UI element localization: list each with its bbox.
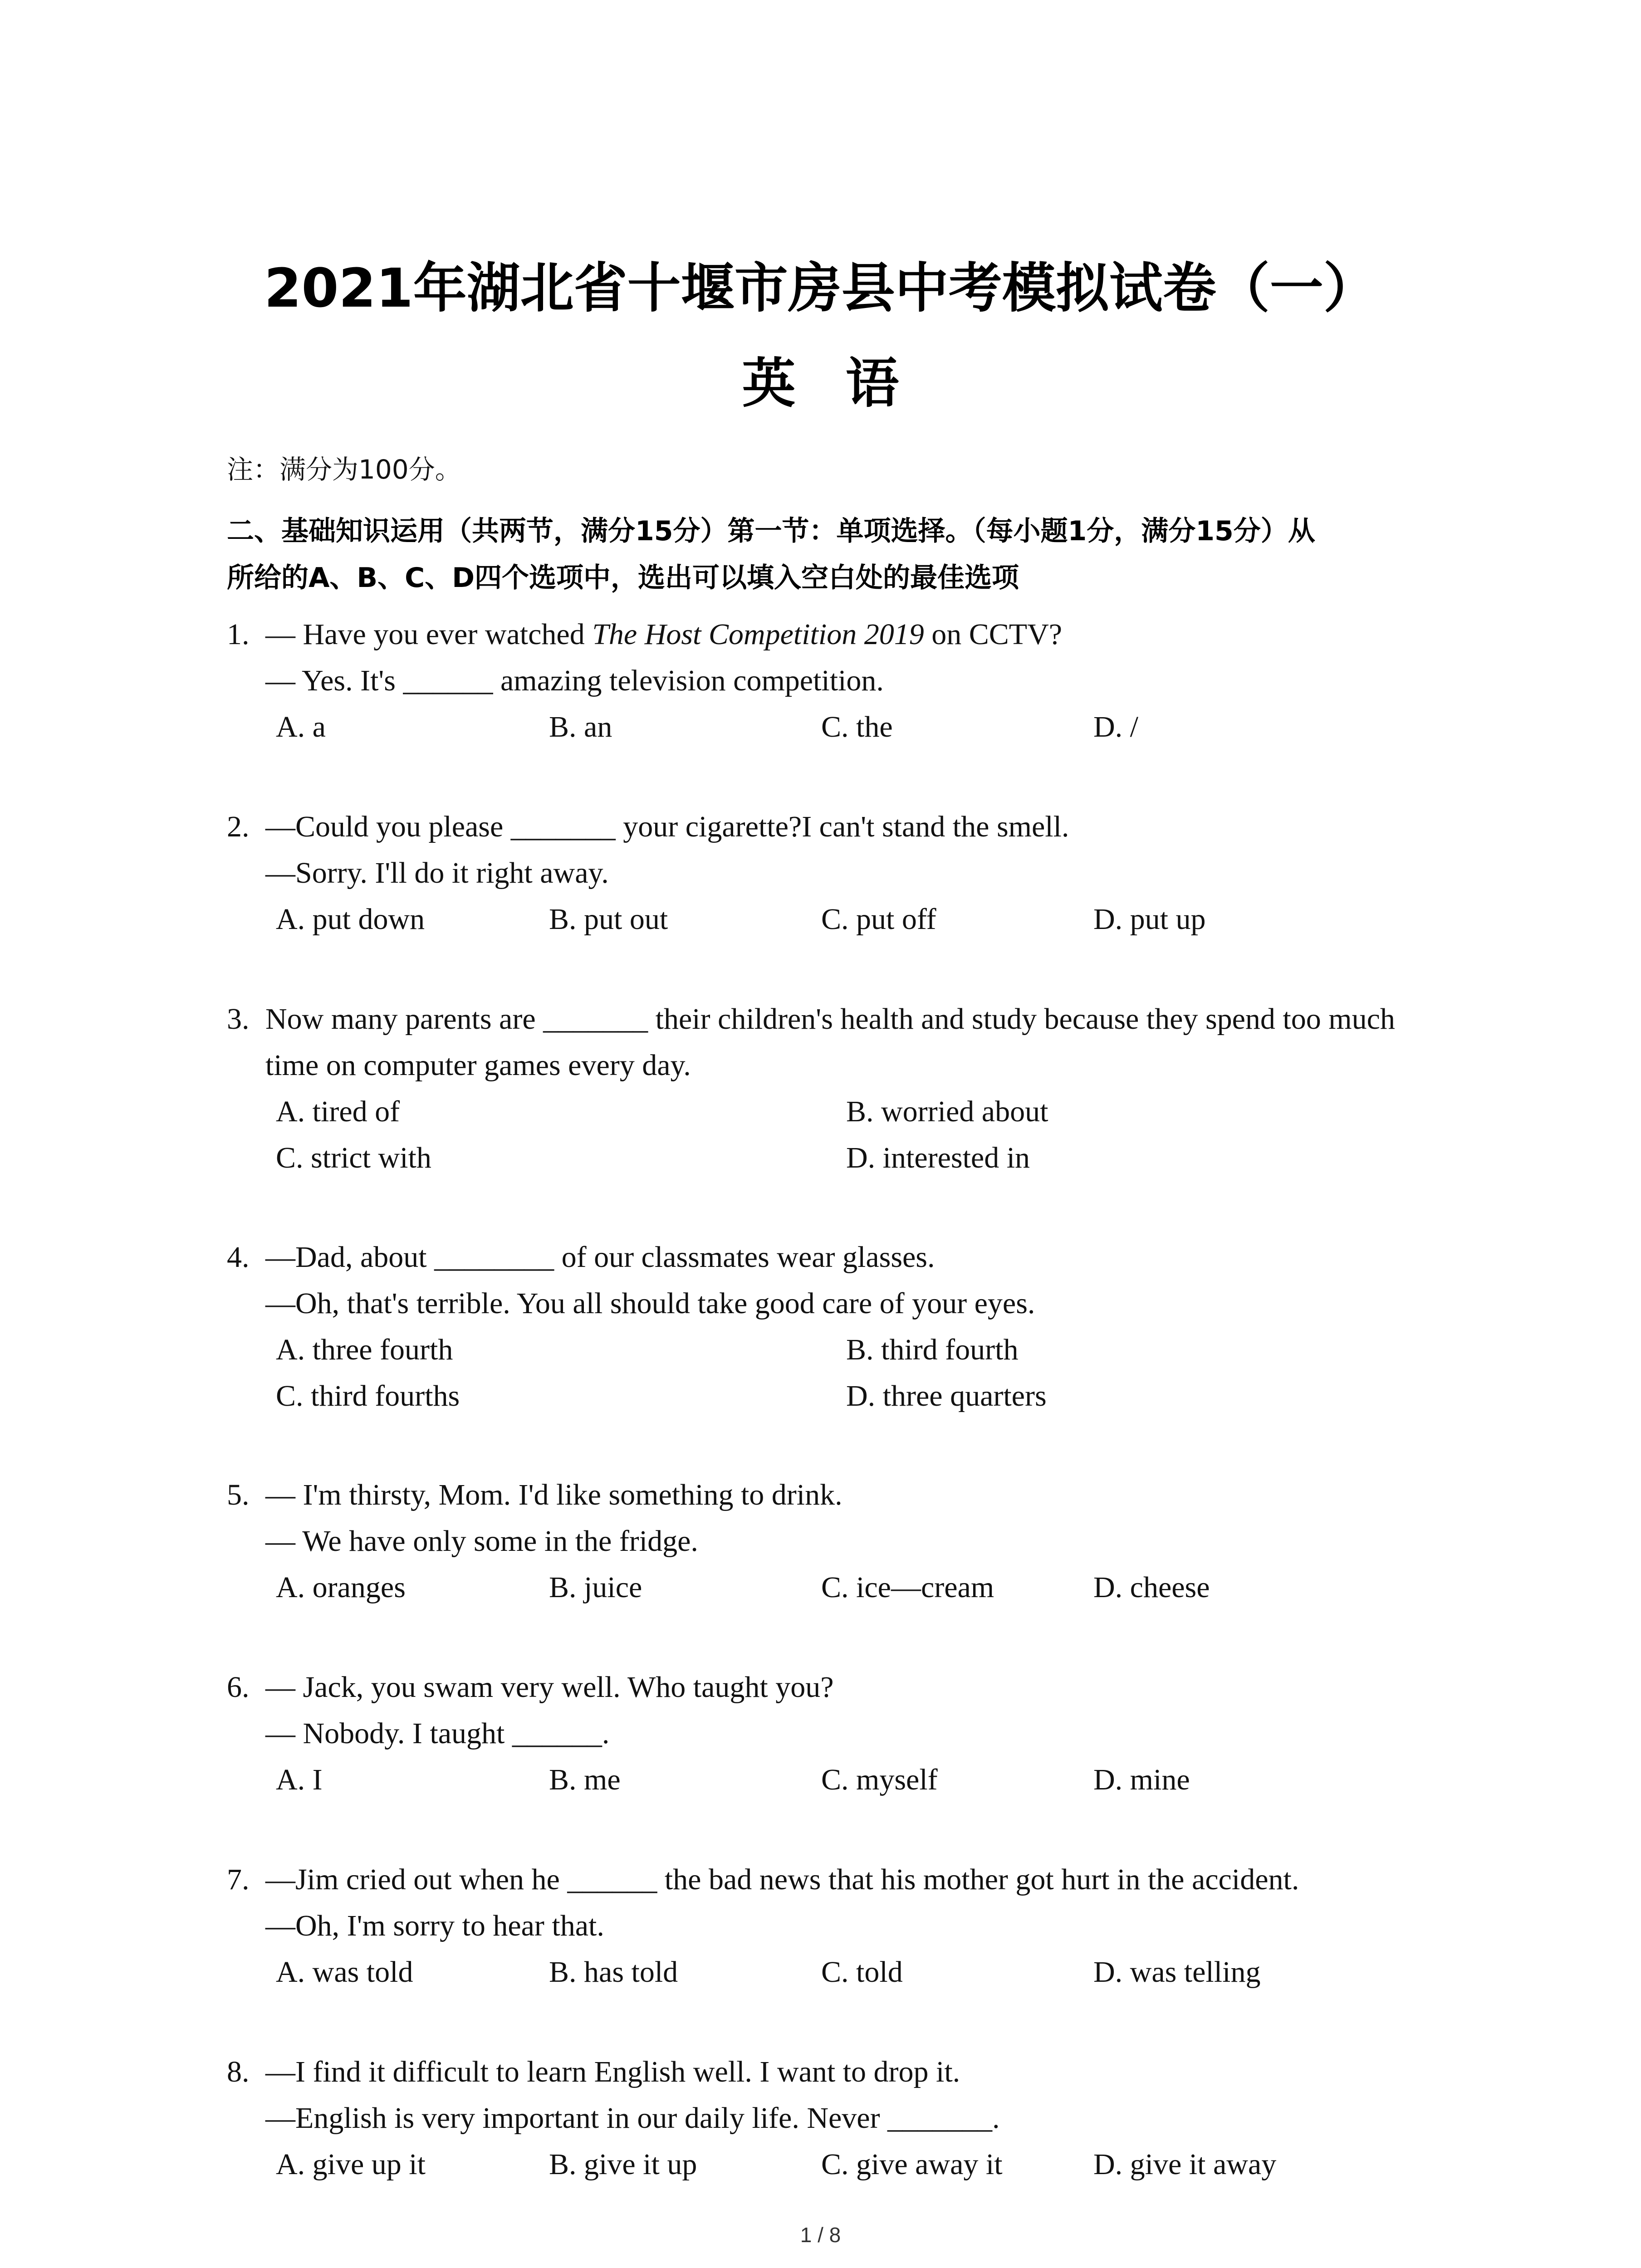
question-line-2: — Yes. It's ______ amazing television competition. — [265, 664, 884, 697]
option-a[interactable]: A. put down — [276, 903, 425, 936]
option-a[interactable]: A. tired of — [276, 1095, 400, 1128]
question-number: 6. — [227, 1671, 250, 1704]
option-c[interactable]: C. give away it — [821, 2148, 1003, 2181]
option-b[interactable]: B. me — [549, 1763, 621, 1796]
option-b[interactable]: B. put out — [549, 903, 668, 936]
question-number: 1. — [227, 618, 250, 651]
option-a[interactable]: A. I — [276, 1763, 323, 1796]
option-d[interactable]: D. give it away — [1093, 2148, 1277, 2181]
option-b[interactable]: B. has told — [549, 1955, 678, 1989]
option-c[interactable]: C. third fourths — [276, 1379, 460, 1413]
option-d[interactable]: D. was telling — [1093, 1955, 1261, 1989]
question-number: 8. — [227, 2055, 250, 2088]
option-a[interactable]: A. a — [276, 710, 326, 743]
question-line-2: — We have only some in the fridge. — [265, 1525, 698, 1558]
option-d[interactable]: D. put up — [1093, 903, 1206, 936]
question-line-1: — I'm thirsty, Mom. I'd like something to drink. — [265, 1478, 843, 1511]
question-line-2: —Oh, I'm sorry to hear that. — [265, 1909, 604, 1942]
option-d[interactable]: D. three quarters — [846, 1379, 1047, 1413]
page-indicator: 1 / 8 — [800, 2223, 841, 2247]
question-number: 2. — [227, 810, 250, 843]
program-title: The Host Competition 2019 — [592, 618, 924, 651]
question-line-2: time on computer games every day. — [265, 1049, 691, 1082]
section-heading-line-2: 所给的A、B、C、D四个选项中，选出可以填入空白处的最佳选项 — [227, 562, 1019, 594]
section-heading-line-1: 二、基础知识运用（共两节，满分15分）第一节：单项选择。（每小题1分，满分15分）从 — [227, 515, 1315, 547]
question-number: 4. — [227, 1241, 250, 1274]
option-b[interactable]: B. an — [549, 710, 612, 743]
option-a[interactable]: A. was told — [276, 1955, 413, 1989]
question-line-1: —Could you please _______ your cigarette?I can't stand the smell. — [265, 810, 1069, 843]
question-number: 3. — [227, 1002, 250, 1036]
option-c[interactable]: C. put off — [821, 903, 936, 936]
question-text: — Have you ever watched — [265, 618, 593, 651]
option-c[interactable]: C. strict with — [276, 1141, 431, 1174]
option-c[interactable]: C. myself — [821, 1763, 938, 1796]
option-d[interactable]: D. cheese — [1093, 1571, 1210, 1604]
option-b[interactable]: B. juice — [549, 1571, 642, 1604]
question-number: 7. — [227, 1863, 250, 1896]
option-c[interactable]: C. ice—cream — [821, 1571, 994, 1604]
question-line-1: —Dad, about ________ of our classmates wear glasses. — [265, 1241, 935, 1274]
option-c[interactable]: C. the — [821, 710, 893, 743]
question-line-1: — Jack, you swam very well. Who taught you? — [265, 1671, 834, 1704]
exam-title: 2021年湖北省十堰市房县中考模拟试卷（一） — [264, 257, 1377, 319]
option-a[interactable]: A. three fourth — [276, 1333, 453, 1366]
question-line-1: —Jim cried out when he ______ the bad news that his mother got hurt in the accident. — [265, 1863, 1299, 1896]
option-d[interactable]: D. mine — [1093, 1763, 1190, 1796]
question-number: 5. — [227, 1478, 250, 1511]
option-a[interactable]: A. give up it — [276, 2148, 426, 2181]
option-d[interactable]: D. / — [1093, 710, 1138, 743]
option-c[interactable]: C. told — [821, 1955, 903, 1989]
question-line-2: —English is very important in our daily life. Never _______. — [265, 2102, 1000, 2135]
subject-title: 英语 — [742, 352, 949, 415]
option-b[interactable]: B. third fourth — [846, 1333, 1019, 1366]
question-line-1: —I find it difficult to learn English well. I want to drop it. — [265, 2055, 960, 2088]
question-line-2: — Nobody. I taught ______. — [265, 1717, 610, 1750]
option-d[interactable]: D. interested in — [846, 1141, 1030, 1174]
option-b[interactable]: B. worried about — [846, 1095, 1048, 1128]
section-heading — [227, 508, 1461, 601]
question-line-2: —Sorry. I'll do it right away. — [265, 856, 609, 890]
option-a[interactable]: A. oranges — [276, 1571, 406, 1604]
question-line-2: —Oh, that's terrible. You all should take good care of your eyes. — [265, 1287, 1035, 1320]
score-note: 注：满分为100分。 — [227, 454, 461, 485]
question-text: on CCTV? — [924, 618, 1063, 651]
question-line-1 — [265, 611, 1062, 658]
option-b[interactable]: B. give it up — [549, 2148, 697, 2181]
question-line-1: Now many parents are _______ their children's health and study because they spend too much — [265, 1002, 1395, 1036]
